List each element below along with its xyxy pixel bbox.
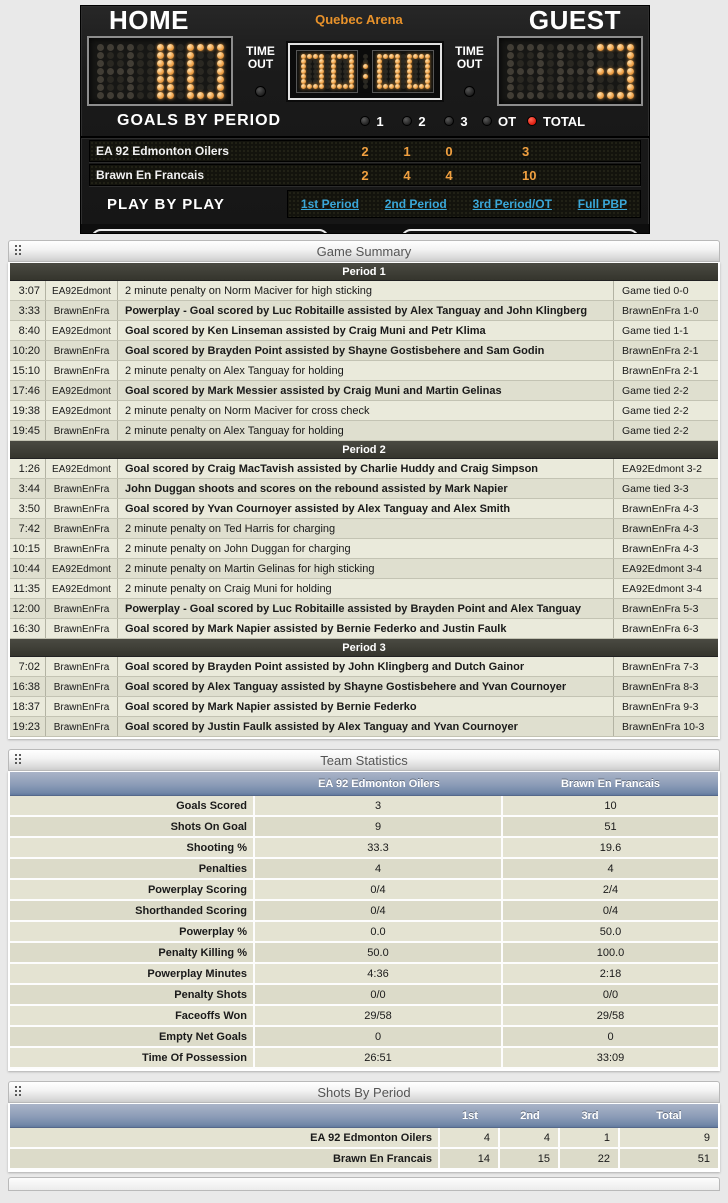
event-score: BrawnEnFra 1-0 bbox=[622, 305, 699, 317]
event-score: BrawnEnFra 7-3 bbox=[622, 661, 699, 673]
event-team: EA92Edmont bbox=[46, 459, 118, 478]
guest-label: GUEST bbox=[528, 5, 621, 35]
period-filter-label: 1 bbox=[376, 113, 384, 129]
stat-label: Empty Net Goals bbox=[10, 1027, 255, 1046]
event-description: Goal scored by Craig MacTavish assisted by Charlie Huddy and Craig Simpson bbox=[118, 459, 614, 478]
clock-seconds-display bbox=[372, 50, 434, 93]
shots-by-period-table bbox=[8, 1103, 720, 1172]
stat-value: 10 bbox=[604, 800, 617, 812]
stat-value: 0 bbox=[255, 1027, 503, 1046]
event-time: 16:38 bbox=[10, 677, 46, 696]
stats-row bbox=[10, 880, 718, 901]
event-time: 10:15 bbox=[10, 539, 46, 558]
stat-label: Penalties bbox=[10, 859, 255, 878]
stat-label: Time Of Possession bbox=[10, 1048, 255, 1067]
shots-value: 51 bbox=[697, 1153, 710, 1165]
period-filter-total[interactable] bbox=[521, 114, 647, 129]
stat-label: Shots On Goal bbox=[10, 817, 255, 836]
event-time: 16:30 bbox=[10, 619, 46, 638]
home-score-display bbox=[87, 36, 233, 106]
home-label: HOME bbox=[109, 5, 189, 35]
period-goals: 2 bbox=[361, 143, 369, 159]
team-statistics-table bbox=[8, 771, 720, 1071]
team-statistics-panel bbox=[8, 749, 720, 1071]
goals-by-period-label: GOALS BY PERIOD bbox=[117, 112, 282, 129]
event-team: BrawnEnFra bbox=[46, 341, 118, 360]
event-row bbox=[10, 381, 718, 401]
stat-value: 2/4 bbox=[602, 884, 619, 896]
event-time: 10:44 bbox=[10, 559, 46, 578]
event-row bbox=[10, 321, 718, 341]
event-description: Goal scored by Brayden Point assisted by John Klingberg and Dutch Gainor bbox=[118, 657, 614, 676]
shots-value: 14 bbox=[440, 1149, 500, 1168]
scoreboard-team-row bbox=[89, 164, 641, 186]
period-goals: 4 bbox=[403, 167, 411, 183]
event-team: BrawnEnFra bbox=[46, 599, 118, 618]
event-score: EA92Edmont 3-4 bbox=[622, 583, 702, 595]
stat-label: Powerplay Minutes bbox=[10, 964, 255, 983]
event-row bbox=[10, 459, 718, 479]
event-score: BrawnEnFra 2-1 bbox=[622, 365, 699, 377]
guest-score-display bbox=[497, 36, 643, 106]
stats-empty-header-cell bbox=[10, 772, 255, 795]
period-filter-3[interactable] bbox=[435, 114, 477, 129]
event-score: EA92Edmont 3-4 bbox=[622, 563, 702, 575]
event-description: Powerplay - Goal scored by Luc Robitaille assisted by Brayden Point and Alex Tanguay bbox=[118, 599, 614, 618]
event-time: 3:07 bbox=[10, 281, 46, 300]
stat-value: 9 bbox=[255, 817, 503, 836]
period-goals: 4 bbox=[445, 167, 453, 183]
shots-value: 22 bbox=[560, 1149, 620, 1168]
stat-label: Penalty Killing % bbox=[10, 943, 255, 962]
event-time: 7:02 bbox=[10, 657, 46, 676]
pbp-link-1st-period[interactable]: 1st Period bbox=[300, 197, 359, 211]
stats-row bbox=[10, 817, 718, 838]
radio-selected-icon bbox=[527, 116, 537, 126]
event-time: 7:42 bbox=[10, 519, 46, 538]
event-description: Goal scored by Yvan Cournoyer assisted by Alex Tanguay and Alex Smith bbox=[118, 499, 614, 518]
event-row bbox=[10, 401, 718, 421]
event-team: BrawnEnFra bbox=[46, 539, 118, 558]
event-description: Powerplay - Goal scored by Luc Robitaille assisted by Alex Tanguay and John Klingberg bbox=[118, 301, 614, 320]
game-summary-title-bar bbox=[8, 240, 720, 262]
stat-label: Powerplay Scoring bbox=[10, 880, 255, 899]
event-row bbox=[10, 499, 718, 519]
event-time: 15:10 bbox=[10, 361, 46, 380]
event-row bbox=[10, 657, 718, 677]
scoreboard-team-row bbox=[89, 140, 641, 162]
event-time: 11:35 bbox=[10, 579, 46, 598]
event-row bbox=[10, 519, 718, 539]
guest-timeout-label: TIME OUT bbox=[455, 43, 484, 71]
event-description: Goal scored by Justin Faulk assisted by Alex Tanguay and Yvan Cournoyer bbox=[118, 717, 614, 736]
stat-value: 0/4 bbox=[602, 905, 619, 917]
event-row bbox=[10, 341, 718, 361]
event-time: 1:26 bbox=[10, 459, 46, 478]
home-timeout bbox=[235, 45, 287, 97]
period-header: Period 2 bbox=[10, 441, 718, 459]
event-row bbox=[10, 579, 718, 599]
drag-handle-icon[interactable] bbox=[15, 1086, 21, 1096]
event-description: 2 minute penalty on John Duggan for charging bbox=[118, 539, 614, 558]
event-team: EA92Edmont bbox=[46, 321, 118, 340]
event-team: EA92Edmont bbox=[46, 559, 118, 578]
play-by-play-label: PLAY BY PLAY bbox=[107, 195, 225, 213]
event-score: Game tied 3-3 bbox=[622, 483, 689, 495]
event-row bbox=[10, 559, 718, 579]
event-team: EA92Edmont bbox=[46, 401, 118, 420]
event-row bbox=[10, 421, 718, 441]
stat-value: 0 bbox=[607, 1031, 614, 1043]
shots-column-header: Total bbox=[656, 1109, 682, 1122]
event-time: 3:44 bbox=[10, 479, 46, 498]
team-statistics-title-bar bbox=[8, 749, 720, 771]
shots-column-header: 2nd bbox=[520, 1109, 540, 1122]
event-row bbox=[10, 599, 718, 619]
event-description: 2 minute penalty on Craig Muni for holding bbox=[118, 579, 614, 598]
pbp-link-3rd-period-ot[interactable]: 3rd Period/OT bbox=[472, 197, 552, 211]
event-score: Game tied 2-2 bbox=[622, 385, 689, 397]
shots-value: 4 bbox=[500, 1128, 560, 1147]
period-goals: 1 bbox=[403, 143, 411, 159]
home-timeout-label: TIME OUT bbox=[246, 43, 275, 71]
event-description: 2 minute penalty on Alex Tanguay for holding bbox=[118, 361, 614, 380]
event-score: BrawnEnFra 2-1 bbox=[622, 345, 699, 357]
event-description: Goal scored by Mark Messier assisted by Craig Muni and Martin Gelinas bbox=[118, 381, 614, 400]
next-panel-title-bar-cutoff bbox=[8, 1177, 720, 1191]
stat-label: Penalty Shots bbox=[10, 985, 255, 1004]
stat-value: 100.0 bbox=[596, 947, 625, 959]
event-description: Goal scored by Alex Tanguay assisted by Shayne Gostisbehere and Yvan Cournoyer bbox=[118, 677, 614, 696]
event-team: BrawnEnFra bbox=[46, 301, 118, 320]
shots-team-name: EA 92 Edmonton Oilers bbox=[10, 1128, 440, 1147]
game-summary-table bbox=[8, 262, 720, 739]
radio-icon bbox=[360, 116, 370, 126]
radio-icon bbox=[402, 116, 412, 126]
event-time: 8:40 bbox=[10, 321, 46, 340]
event-team: BrawnEnFra bbox=[46, 657, 118, 676]
event-description: 2 minute penalty on Martin Gelinas for high sticking bbox=[118, 559, 614, 578]
stat-value: 2:18 bbox=[599, 968, 622, 980]
event-time: 12:00 bbox=[10, 599, 46, 618]
shots-by-period-title: Shots By Period bbox=[317, 1084, 411, 1100]
period-filter-2[interactable] bbox=[393, 114, 435, 129]
stat-label: Shooting % bbox=[10, 838, 255, 857]
period-goals: 0 bbox=[445, 143, 453, 159]
stats-row bbox=[10, 943, 718, 964]
shots-empty-header-cell bbox=[10, 1104, 440, 1127]
stat-value: 0/4 bbox=[255, 880, 503, 899]
stats-row bbox=[10, 1006, 718, 1027]
event-score: Game tied 2-2 bbox=[622, 405, 689, 417]
event-score: BrawnEnFra 4-3 bbox=[622, 543, 699, 555]
shots-value: 4 bbox=[440, 1128, 500, 1147]
stat-value: 19.6 bbox=[599, 842, 622, 854]
event-description: John Duggan shoots and scores on the rebound assisted by Mark Napier bbox=[118, 479, 614, 498]
shots-header-row bbox=[10, 1104, 718, 1128]
team-statistics-title: Team Statistics bbox=[320, 752, 408, 768]
shots-by-period-title-bar bbox=[8, 1081, 720, 1103]
period-filter-ot[interactable] bbox=[477, 114, 521, 129]
event-team: BrawnEnFra bbox=[46, 519, 118, 538]
event-description: 2 minute penalty on Norm Maciver for high sticking bbox=[118, 281, 614, 300]
event-time: 19:23 bbox=[10, 717, 46, 736]
event-team: BrawnEnFra bbox=[46, 499, 118, 518]
shots-team-name: Brawn En Francais bbox=[10, 1149, 440, 1168]
event-row bbox=[10, 361, 718, 381]
period-filter-label: OT bbox=[497, 113, 517, 129]
event-score: BrawnEnFra 9-3 bbox=[622, 701, 699, 713]
event-time: 19:38 bbox=[10, 401, 46, 420]
pbp-link-2nd-period[interactable]: 2nd Period bbox=[384, 197, 447, 211]
event-description: 2 minute penalty on Alex Tanguay for holding bbox=[118, 421, 614, 440]
stat-value: 29/58 bbox=[596, 1010, 625, 1022]
event-row bbox=[10, 619, 718, 639]
stat-value: 4 bbox=[607, 863, 614, 875]
stat-value: 33.3 bbox=[255, 838, 503, 857]
event-score: Game tied 0-0 bbox=[622, 285, 689, 297]
stat-value: 33:09 bbox=[596, 1052, 625, 1064]
event-description: 2 minute penalty on Norm Maciver for cross check bbox=[118, 401, 614, 420]
guest-player-penalty-box bbox=[401, 229, 639, 234]
stat-value: 51 bbox=[604, 821, 617, 833]
event-row bbox=[10, 301, 718, 321]
home-player-penalty-box bbox=[91, 229, 329, 234]
event-row bbox=[10, 479, 718, 499]
clock-colon-icon bbox=[361, 54, 369, 89]
play-by-play-links-strip bbox=[287, 190, 641, 218]
event-score: BrawnEnFra 10-3 bbox=[622, 721, 705, 733]
team-name: Brawn En Francais bbox=[96, 168, 205, 182]
event-time: 3:33 bbox=[10, 301, 46, 320]
event-team: EA92Edmont bbox=[46, 281, 118, 300]
game-clock bbox=[288, 43, 442, 100]
event-team: BrawnEnFra bbox=[46, 479, 118, 498]
stat-value: 4:36 bbox=[255, 964, 503, 983]
shots-column-header: 3rd bbox=[581, 1109, 599, 1122]
event-row bbox=[10, 697, 718, 717]
event-team: BrawnEnFra bbox=[46, 421, 118, 440]
guest-timeout-indicator-icon bbox=[464, 86, 475, 97]
shots-value: 9 bbox=[703, 1132, 710, 1144]
event-description: Goal scored by Ken Linseman assisted by Craig Muni and Petr Klima bbox=[118, 321, 614, 340]
stat-value: 50.0 bbox=[599, 926, 622, 938]
clock-minutes-display bbox=[296, 50, 358, 93]
event-row bbox=[10, 539, 718, 559]
event-score: EA92Edmont 3-2 bbox=[622, 463, 702, 475]
scoreboard-divider bbox=[81, 136, 649, 138]
event-score: Game tied 2-2 bbox=[622, 425, 689, 437]
pbp-link-full-pbp[interactable]: Full PBP bbox=[577, 197, 628, 211]
shots-by-period-panel bbox=[8, 1081, 720, 1172]
stat-label: Powerplay % bbox=[10, 922, 255, 941]
stat-value: 0/0 bbox=[602, 989, 619, 1001]
shots-value: 1 bbox=[560, 1128, 620, 1147]
game-summary-title: Game Summary bbox=[316, 243, 412, 259]
shots-row bbox=[10, 1149, 718, 1170]
period-goals: 3 bbox=[522, 143, 530, 159]
stats-row bbox=[10, 901, 718, 922]
event-description: Goal scored by Mark Napier assisted by Bernie Federko and Justin Faulk bbox=[118, 619, 614, 638]
stats-team-column-header: EA 92 Edmonton Oilers bbox=[318, 777, 440, 790]
shots-row bbox=[10, 1128, 718, 1149]
event-team: BrawnEnFra bbox=[46, 619, 118, 638]
event-team: BrawnEnFra bbox=[46, 717, 118, 736]
event-score: BrawnEnFra 4-3 bbox=[622, 523, 699, 535]
event-time: 19:45 bbox=[10, 421, 46, 440]
period-goals: 10 bbox=[522, 167, 537, 183]
stats-row bbox=[10, 859, 718, 880]
scoreboard bbox=[80, 5, 650, 234]
period-filter-label: 2 bbox=[418, 113, 426, 129]
shots-value: 15 bbox=[500, 1149, 560, 1168]
stat-value: 29/58 bbox=[255, 1006, 503, 1025]
period-header: Period 3 bbox=[10, 639, 718, 657]
stat-value: 50.0 bbox=[255, 943, 503, 962]
stats-row bbox=[10, 1027, 718, 1048]
guest-timeout bbox=[444, 45, 496, 97]
stat-label: Faceoffs Won bbox=[10, 1006, 255, 1025]
event-score: BrawnEnFra 4-3 bbox=[622, 503, 699, 515]
radio-icon bbox=[444, 116, 454, 126]
stats-row bbox=[10, 964, 718, 985]
event-team: BrawnEnFra bbox=[46, 361, 118, 380]
event-row bbox=[10, 717, 718, 737]
stat-value: 0/0 bbox=[255, 985, 503, 1004]
event-time: 17:46 bbox=[10, 381, 46, 400]
stats-row bbox=[10, 838, 718, 859]
event-team: BrawnEnFra bbox=[46, 677, 118, 696]
event-team: BrawnEnFra bbox=[46, 697, 118, 716]
stats-team-column-header: Brawn En Francais bbox=[560, 777, 661, 790]
event-score: Game tied 1-1 bbox=[622, 325, 689, 337]
drag-handle-icon[interactable] bbox=[15, 245, 21, 255]
stats-row bbox=[10, 796, 718, 817]
team-statistics-header-row bbox=[10, 772, 718, 796]
stats-row bbox=[10, 1048, 718, 1069]
event-time: 3:50 bbox=[10, 499, 46, 518]
stat-value: 26:51 bbox=[255, 1048, 503, 1067]
event-time: 10:20 bbox=[10, 341, 46, 360]
event-score: BrawnEnFra 8-3 bbox=[622, 681, 699, 693]
radio-icon bbox=[482, 116, 492, 126]
period-filter-1[interactable] bbox=[351, 114, 393, 129]
team-name: EA 92 Edmonton Oilers bbox=[96, 144, 229, 158]
period-filter-label: TOTAL bbox=[543, 113, 586, 129]
event-team: EA92Edmont bbox=[46, 381, 118, 400]
event-description: Goal scored by Brayden Point assisted by Shayne Gostisbehere and Sam Godin bbox=[118, 341, 614, 360]
arena-name: Quebec Arena bbox=[315, 12, 403, 27]
event-time: 18:37 bbox=[10, 697, 46, 716]
stat-value: 0/4 bbox=[255, 901, 503, 920]
period-header: Period 1 bbox=[10, 263, 718, 281]
drag-handle-icon[interactable] bbox=[15, 754, 21, 764]
period-goals: 2 bbox=[361, 167, 369, 183]
game-summary-panel bbox=[8, 240, 720, 739]
stats-row bbox=[10, 985, 718, 1006]
stat-label: Shorthanded Scoring bbox=[10, 901, 255, 920]
event-description: 2 minute penalty on Ted Harris for charging bbox=[118, 519, 614, 538]
event-score: BrawnEnFra 5-3 bbox=[622, 603, 699, 615]
period-filter-label: 3 bbox=[460, 113, 468, 129]
stat-label: Goals Scored bbox=[10, 796, 255, 815]
shots-column-header: 1st bbox=[462, 1109, 478, 1122]
event-team: EA92Edmont bbox=[46, 579, 118, 598]
stat-value: 4 bbox=[255, 859, 503, 878]
event-row bbox=[10, 677, 718, 697]
stat-value: 0.0 bbox=[255, 922, 503, 941]
event-description: Goal scored by Mark Napier assisted by Bernie Federko bbox=[118, 697, 614, 716]
event-row bbox=[10, 281, 718, 301]
stat-value: 3 bbox=[255, 796, 503, 815]
event-score: BrawnEnFra 6-3 bbox=[622, 623, 699, 635]
home-timeout-indicator-icon bbox=[255, 86, 266, 97]
stats-row bbox=[10, 922, 718, 943]
